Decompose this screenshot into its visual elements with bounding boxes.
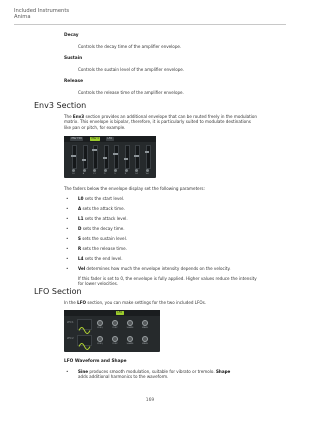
env3-intro-line-2: matrix. This envelope is bipolar, therefore, it is particularly suited to modulate destinations	[64, 119, 251, 125]
bullet-rest: sets the attack time.	[81, 206, 125, 211]
bullet-rest: sets the start level.	[83, 196, 125, 201]
lfo1-shape-label: SHAPE	[126, 327, 134, 329]
bullet-bold: R	[78, 246, 82, 251]
env3-tag-env3: ENV 3	[91, 137, 99, 141]
lfo-intro-bold: LFO	[77, 300, 87, 305]
env3-fader-label: L0	[72, 173, 75, 175]
bullet-rest: sets the sustain level.	[80, 236, 128, 241]
section-heading-env3: Env3 Section	[34, 101, 87, 110]
env3-intro-l1-rest: section provides an additional envelope that can be routed freely in the modulation	[84, 114, 258, 119]
lfo2-shape-label: SHAPE	[126, 343, 134, 345]
env3-mini-knob[interactable]	[114, 169, 117, 172]
env3-intro-line-3: like pan or pitch, for example.	[64, 124, 126, 130]
bullet-bold: L1	[78, 216, 84, 221]
bullet-glyph: •	[66, 226, 69, 231]
lfo-intro-rest: section, you can make settings for the two included LFOs.	[86, 300, 207, 305]
env3-fader-handle[interactable]	[113, 153, 117, 155]
bullet-bold: Vel	[78, 266, 86, 271]
lfo1-wave-display	[77, 319, 92, 330]
env3-fader-label: S	[114, 173, 116, 175]
sine-line-2: adds additional harmonics to the waveform.	[78, 374, 169, 380]
lfo2-freq-label: FREQ	[97, 343, 103, 345]
lfo-panel-tag: LFO	[117, 311, 123, 315]
bullet-text	[78, 369, 264, 380]
sine-wave-icon	[78, 326, 91, 335]
bullet-glyph: •	[66, 246, 69, 251]
bullet-text	[78, 206, 264, 211]
header-line-1: Included Instruments	[14, 8, 70, 14]
env3-fader-r[interactable]	[125, 145, 130, 169]
env3-tag-fx8: ENV FX8	[71, 137, 82, 141]
env3-fader-handle[interactable]	[92, 149, 96, 151]
lfo2-freq-knob[interactable]	[97, 336, 103, 342]
lfo1-sync-knob[interactable]	[112, 320, 118, 326]
bullet-rest: determines how much the envelope intensity depends on the velocity.	[85, 266, 231, 271]
lfo-panel-screenshot	[64, 310, 160, 352]
env3-fader-label: L4	[135, 173, 138, 175]
env3-mini-knob[interactable]	[93, 169, 96, 172]
env3-fader-label: D	[103, 173, 106, 175]
bullet-bold: L0	[78, 196, 84, 201]
term-decay: Decay	[64, 33, 79, 38]
env3-mini-knob[interactable]	[125, 169, 128, 172]
bullet-text	[78, 266, 264, 271]
term-sustain: Sustain	[64, 56, 83, 61]
bullet-text	[78, 226, 264, 231]
bullet-text	[78, 196, 264, 201]
bullet-bold: D	[78, 226, 82, 231]
bullet-glyph: •	[66, 216, 69, 221]
lfo2-wave-display	[77, 335, 92, 346]
header-breadcrumb	[14, 8, 69, 21]
sine-rest: produces smooth modulation, suitable for vibrato or tremolo.	[88, 369, 216, 374]
env3-mini-knob[interactable]	[83, 169, 86, 172]
bullet-rest: sets the attack level.	[83, 216, 128, 221]
env3-fader-handle[interactable]	[134, 155, 138, 157]
env3-mini-knob[interactable]	[72, 169, 75, 172]
bullet-rest: sets the release time.	[81, 246, 127, 251]
sine-bold: Sine	[78, 369, 89, 374]
bullet-glyph: •	[66, 369, 69, 374]
lfo-intro-pre: In the	[64, 300, 78, 305]
env3-mini-knob[interactable]	[146, 169, 149, 172]
env3-fader-handle[interactable]	[145, 151, 149, 153]
bullet-glyph: •	[66, 256, 69, 261]
desc-sustain: Controls the sustain level of the amplifier envelope.	[78, 67, 185, 72]
lfo1-label: LFO 1	[67, 321, 74, 324]
faders-intro: The faders below the envelope display set the following parameters:	[64, 186, 205, 191]
bullet-bold: S	[78, 236, 81, 241]
lfo2-sync-label: SYNC	[112, 343, 118, 345]
env3-fader-label: R	[124, 173, 127, 175]
lfo1-sync-label: SYNC	[112, 327, 118, 329]
header-rule	[14, 24, 286, 25]
lfo1-wave-knob[interactable]	[142, 320, 148, 326]
env3-fader-handle[interactable]	[124, 158, 128, 160]
env3-fader-handle[interactable]	[103, 157, 107, 159]
lfo1-freq-knob[interactable]	[97, 320, 103, 326]
vel-note-line-1: If this fader is set to 0, the envelope is fully applied. Higher values reduce the intensity	[78, 276, 257, 281]
desc-decay: Controls the decay time of the amplifier envelope.	[78, 44, 182, 49]
env3-tag-lfo: LFO	[107, 137, 113, 141]
bullet-bold: L4	[78, 256, 84, 261]
env3-fader-label: L1	[93, 173, 96, 175]
lfo-intro	[64, 300, 264, 305]
lfo2-wave-label: WAVE	[142, 343, 148, 345]
env3-fader-label: A	[82, 173, 85, 175]
env3-fader-vel[interactable]	[146, 145, 151, 169]
lfo2-wave-knob[interactable]	[142, 336, 148, 342]
lfo1-freq-label: FREQ	[97, 327, 103, 329]
lfo1-shape-knob[interactable]	[127, 320, 133, 326]
env3-panel-screenshot	[64, 136, 156, 178]
env3-fader-handle[interactable]	[82, 159, 86, 161]
env3-mini-knob[interactable]	[135, 169, 138, 172]
bullet-text	[78, 246, 264, 251]
vel-note	[78, 276, 268, 287]
env3-intro-pre: The	[64, 114, 73, 119]
shape-bold: Shape	[215, 369, 231, 374]
env3-mini-knob[interactable]	[104, 169, 107, 172]
bullet-glyph: •	[66, 196, 69, 201]
bullet-rest: sets the end level.	[83, 256, 123, 261]
term-release: Release	[64, 79, 83, 84]
env3-fader-handle[interactable]	[71, 155, 75, 157]
bullet-glyph: •	[66, 206, 69, 211]
env3-panel-tab-strip	[64, 136, 156, 142]
vel-note-line-2: for lower velocities.	[78, 281, 119, 287]
env3-fader-a[interactable]	[83, 145, 88, 169]
lfo-waveform-subheading: LFO Waveform and Shape	[64, 359, 127, 364]
env3-intro	[64, 114, 264, 130]
lfo-panel-tab-strip	[64, 310, 160, 316]
env3-fader-label: Vel	[145, 173, 149, 175]
lfo2-sync-knob[interactable]	[112, 336, 118, 342]
sine-wave-icon	[78, 342, 91, 351]
lfo2-label: LFO 2	[67, 337, 74, 340]
header-line-2: Anima	[14, 14, 31, 21]
bullet-glyph: •	[66, 266, 69, 271]
page-number: 169	[145, 398, 155, 403]
env3-fader-l0[interactable]	[72, 145, 77, 169]
bullet-bold: A	[78, 206, 82, 211]
env3-fader-l4[interactable]	[135, 145, 140, 169]
lfo2-shape-knob[interactable]	[127, 336, 133, 342]
lfo1-wave-label: WAVE	[142, 327, 148, 329]
bullet-text	[78, 236, 264, 241]
desc-release: Controls the release time of the amplifier envelope.	[78, 90, 184, 95]
section-heading-lfo: LFO Section	[34, 287, 82, 296]
bullet-text	[78, 216, 264, 221]
bullet-glyph: •	[66, 236, 69, 241]
env3-intro-bold: Env3	[72, 114, 85, 119]
bullet-text	[78, 256, 264, 261]
env3-fader-s[interactable]	[114, 145, 119, 169]
bullet-rest: sets the decay time.	[81, 226, 125, 231]
